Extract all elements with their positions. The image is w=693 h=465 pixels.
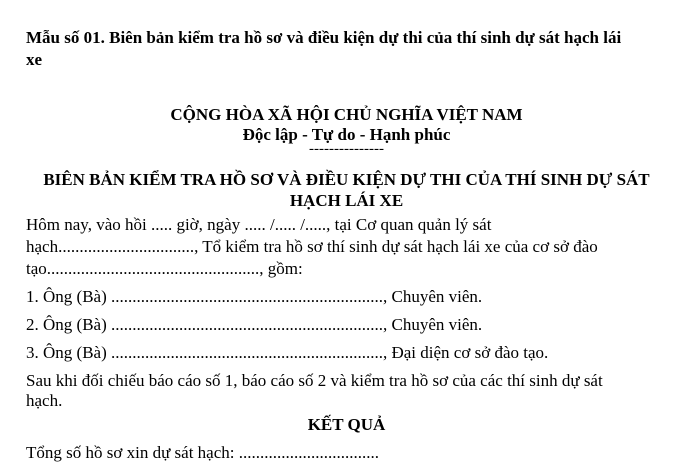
member-line-1: 1. Ông (Bà) ................................................................, Chuyên viên. [26, 287, 483, 306]
member-line-2: 2. Ông (Bà) ................................................................, Chuyên viên. [26, 315, 483, 334]
compare-line1: Sau khi đối chiếu báo cáo số 1, báo cáo số 2 và kiểm tra hồ sơ của các thí sinh dự sát [26, 371, 603, 390]
intro-line1: Hôm nay, vào hồi ..... giờ, ngày ..... /..... /....., tại Cơ quan quản lý sát [26, 215, 492, 234]
country-name: CỘNG HÒA XÃ HỘI CHỦ NGHĨA VIỆT NAM [170, 105, 523, 124]
intro-line2: hạch................................, Tổ kiểm tra hồ sơ thí sinh dự sát hạch lái xe của cơ sở đào [26, 237, 598, 256]
document-title-line2: HẠCH LÁI XE [289, 191, 404, 210]
document-title-line1: BIÊN BẢN KIỂM TRA HỒ SƠ VÀ ĐIỀU KIỆN DỰ THI CỦA THÍ SINH DỰ SÁT [43, 170, 650, 189]
form-title-line2: xe [26, 50, 43, 69]
result-heading: KẾT QUẢ [307, 415, 386, 434]
motto-separator: --------------- [309, 141, 384, 157]
form-title-line1: Mẫu số 01. Biên bản kiểm tra hồ sơ và điều kiện dự thi của thí sinh dự sát hạch lái [26, 28, 622, 47]
total-applications-line: Tổng số hồ sơ xin dự sát hạch: ................................. [26, 443, 379, 462]
member-line-3: 3. Ông (Bà) ................................................................, Đại diện cơ sở đào tạo. [26, 343, 549, 362]
national-slogan: Độc lập - Tự do - Hạnh phúc [242, 125, 451, 144]
compare-line2: hạch. [26, 391, 63, 410]
intro-line3: tạo.................................................., gồm: [26, 259, 303, 278]
